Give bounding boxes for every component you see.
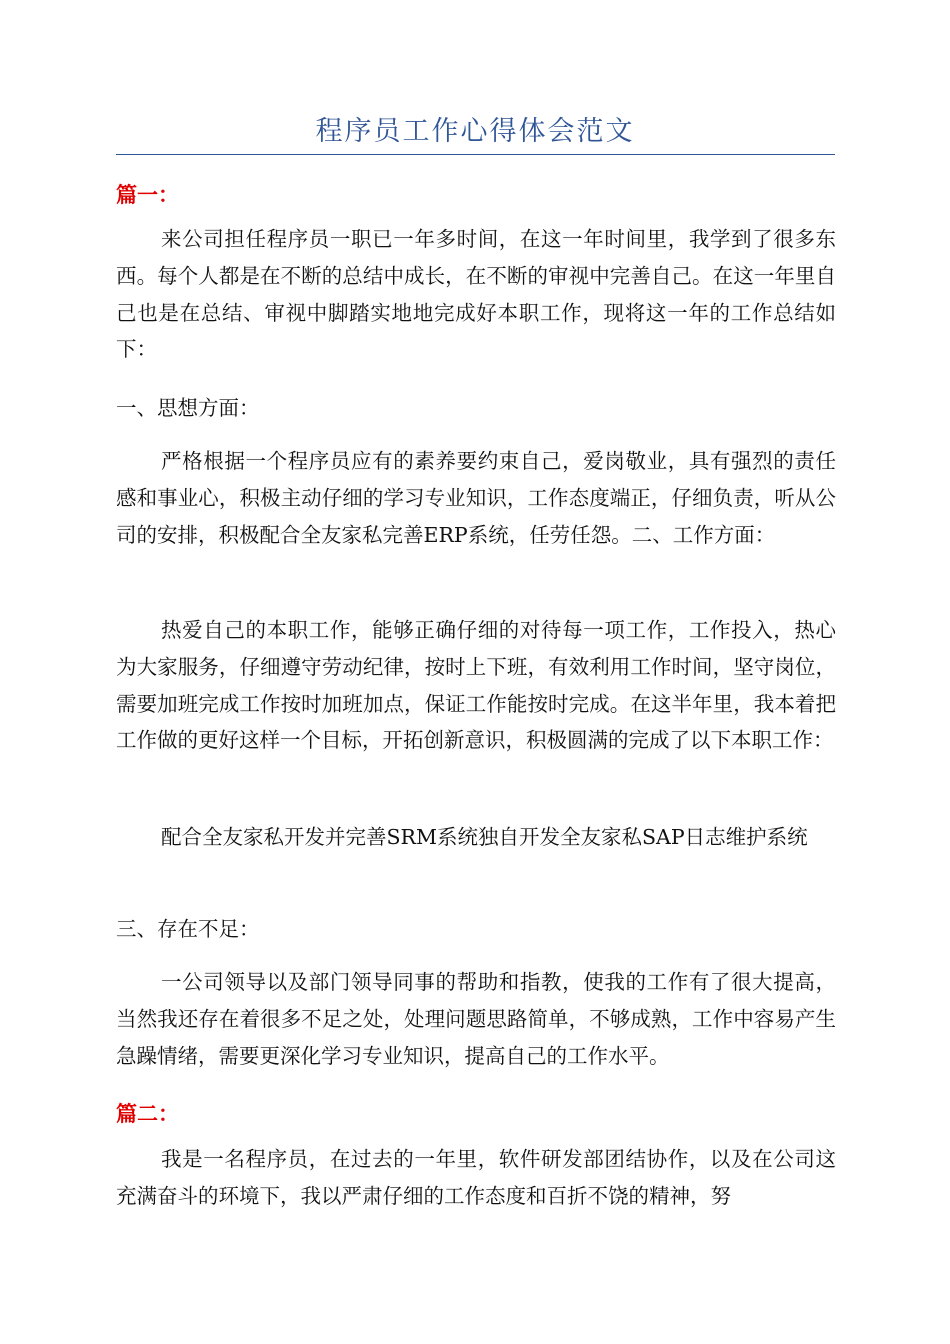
section1-intro-paragraph: 来公司担任程序员一职已一年多时间，在这一年时间里，我学到了很多东西。每个人都是在不断的总结中成长，在不断的审视中完善自己。在这一年里自己也是在总结、审视中脚踏实地地完成好本职工作，现将这一年的工作总结如下： (116, 227, 836, 362)
title-underline (116, 154, 835, 155)
section1-sub2-paragraph: 热爱自己的本职工作，能够正确仔细的对待每一项工作，工作投入，热心为大家服务，仔细遵守劳动纪律，按时上下班，有效利用工作时间，坚守岗位，需要加班完成工作按时加班加点，保证工作能按时完成。在这半年里，我本着把工作做的更好这样一个目标，开拓创新意识，积极圆满的完成了以下本职工作： (116, 618, 836, 753)
section1-sub1-paragraph: 严格根据一个程序员应有的素养要约束自己，爱岗敬业，具有强烈的责任感和事业心，积极主动仔细的学习专业知识，工作态度端正，仔细负责，听从公司的安排，积极配合全友家私完善ERP系统，任劳任怨。二、工作方面： (116, 449, 836, 547)
section1-sub3-paragraph: 一公司领导以及部门领导同事的帮助和指教，使我的工作有了很大提高，当然我还存在着很多不足之处，处理问题思路简单，不够成熟，工作中容易产生急躁情绪，需要更深化学习专业知识，提高自己的工作水平。 (116, 970, 836, 1068)
section2-heading: 篇二： (116, 1102, 179, 1126)
section1-sub3-title: 三、存在不足： (116, 917, 260, 941)
document-title: 程序员工作心得体会范文 (315, 116, 635, 147)
section1-sub2-items: 配合全友家私开发并完善SRM系统独自开发全友家私SAP日志维护系统 (161, 825, 808, 849)
section2-paragraph: 我是一名程序员，在过去的一年里，软件研发部团结协作，以及在公司这充满奋斗的环境下，我以严肃仔细的工作态度和百折不饶的精神，努 (116, 1147, 836, 1208)
section1-sub1-title: 一、思想方面： (116, 396, 260, 420)
section1-heading: 篇一： (116, 183, 179, 207)
